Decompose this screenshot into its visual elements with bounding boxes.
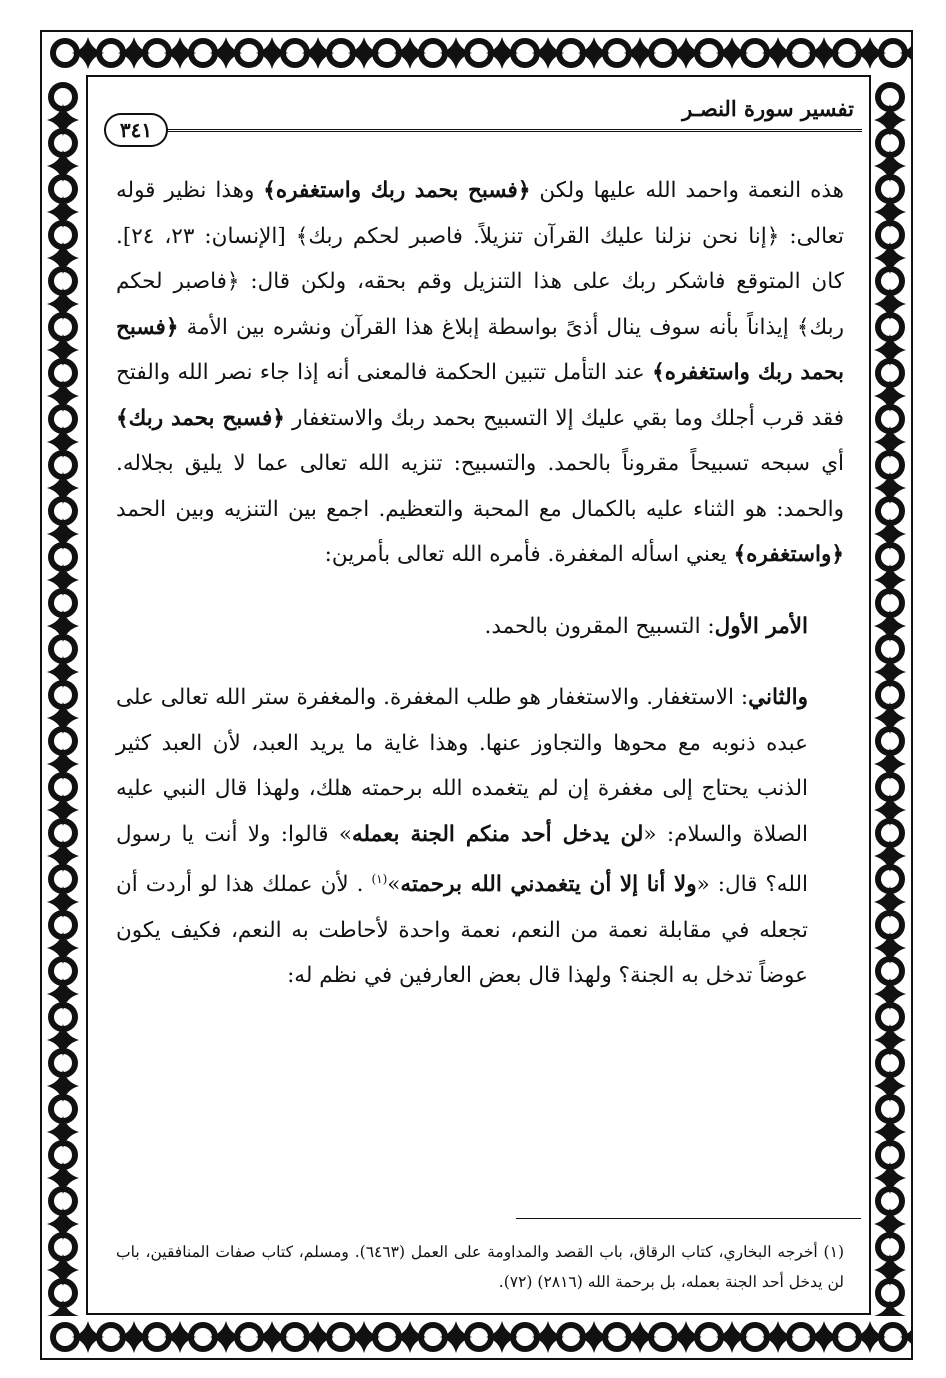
footnote-ref: (١) xyxy=(371,872,388,886)
second-command: والثاني: الاستغفار. والاستغفار هو طلب المغفرة. والمغفرة ستر الله تعالى على عبده ذنوبه مع محوها والتجاوز عنها. وهذا غاية ما يريد العبد، لأن العبد كثير الذنب يحتاج إلى مغفرة إن لم يتغمده الله برحمته هلك، ولهذا قال النبي عليه الصلاة والسلام: «لن يدخل أحد منكم الجنة بعمله» قالوا: ولا أنت يا رسول الله؟ قال: «ولا أنا إلا أن يتغمدني الله برحمته»$^{(١)}$ . لأن عملك هذا لو أردت أن تجعله في مقابلة نعمة من النعم، نعمة واحدة لأحاطت به النعم، فكيف يكون عوضاً تدخل به الجنة؟ ولهذا قال بعض العارفين في نظم له: xyxy=(116,685,808,989)
footnote-1: (١) أخرجه البخاري، كتاب الرقاق، باب القصد والمداومة على العمل (٦٤٦٣). ومسلم، كتاب صفات المنافقين، باب لن يدخل أحد الجنة بعمله، بل برحمة الله (٢٨١٦) (٧٢). xyxy=(116,1243,844,1291)
first-command: الأمر الأول: التسبيح المقرون بالحمد. xyxy=(484,613,808,639)
hadith-quote: ولا أنا إلا أن يتغمدني الله برحمته xyxy=(400,872,697,898)
second-command-label: والثاني xyxy=(748,685,808,710)
first-command-label: الأمر الأول xyxy=(714,613,808,639)
footnote-rule xyxy=(516,1218,861,1219)
running-title: تفسير سورة النصـر xyxy=(676,96,854,121)
ornament-border-left xyxy=(42,74,84,1316)
ornament-border-top xyxy=(42,32,911,74)
footnotes xyxy=(116,1237,844,1297)
ornament-border-bottom xyxy=(42,1316,911,1358)
hadith-quote: لن يدخل أحد منكم الجنة بعمله xyxy=(352,821,644,847)
ornament-border-right xyxy=(869,74,911,1316)
quran-quote: ﴿فسبح بحمد ربك واستغفره﴾ xyxy=(116,314,844,385)
paragraph-intro: هذه النعمة واحمد الله عليها ولكن ﴿فسبح بحمد ربك واستغفره﴾ وهذا نظير قوله تعالى: ﴿إنا نحن نزلنا عليك القرآن تنزيلاً. فاصبر لحكم ربك﴾ [الإنسان: ٢٣، ٢٤]. كان المتوقع فاشكر ربك على هذا التنزيل وقم بحقه، ولكن قال: ﴿فاصبر لحكم ربك﴾ إيذاناً بأنه سوف ينال أذىً بواسطة إبلاغ هذا القرآن ونشره بين الأمة ﴿فسبح بحمد ربك واستغفره﴾ عند التأمل تتبين الحكمة فالمعنى أنه إذا جاء نصر الله والفتح فقد قرب أجلك وما بقي عليك إلا التسبيح بحمد ربك والاستغفار ﴿فسبح بحمد ربك﴾ أي سبحه تسبيحاً مقروناً بالحمد. والتسبيح: تنزيه الله تعالى عما لا يليق بجلاله. والحمد: هو الثناء عليه بالكمال مع المحبة والتعظيم. اجمع بين التنزيه وبين الحمد ﴿واستغفره﴾ يعني اسأله المغفرة. فأمره الله تعالى بأمرين: xyxy=(116,178,844,567)
quran-quote: ﴿فسبح بحمد ربك﴾ xyxy=(116,405,285,431)
page-number: ٣٤١ xyxy=(104,113,168,147)
body-text xyxy=(116,168,844,999)
quran-quote: ﴿فسبح بحمد ربك واستغفره﴾ xyxy=(263,178,531,203)
page-header xyxy=(98,96,862,148)
quran-quote: ﴿واستغفره﴾ xyxy=(733,542,844,567)
header-rule xyxy=(160,129,862,132)
